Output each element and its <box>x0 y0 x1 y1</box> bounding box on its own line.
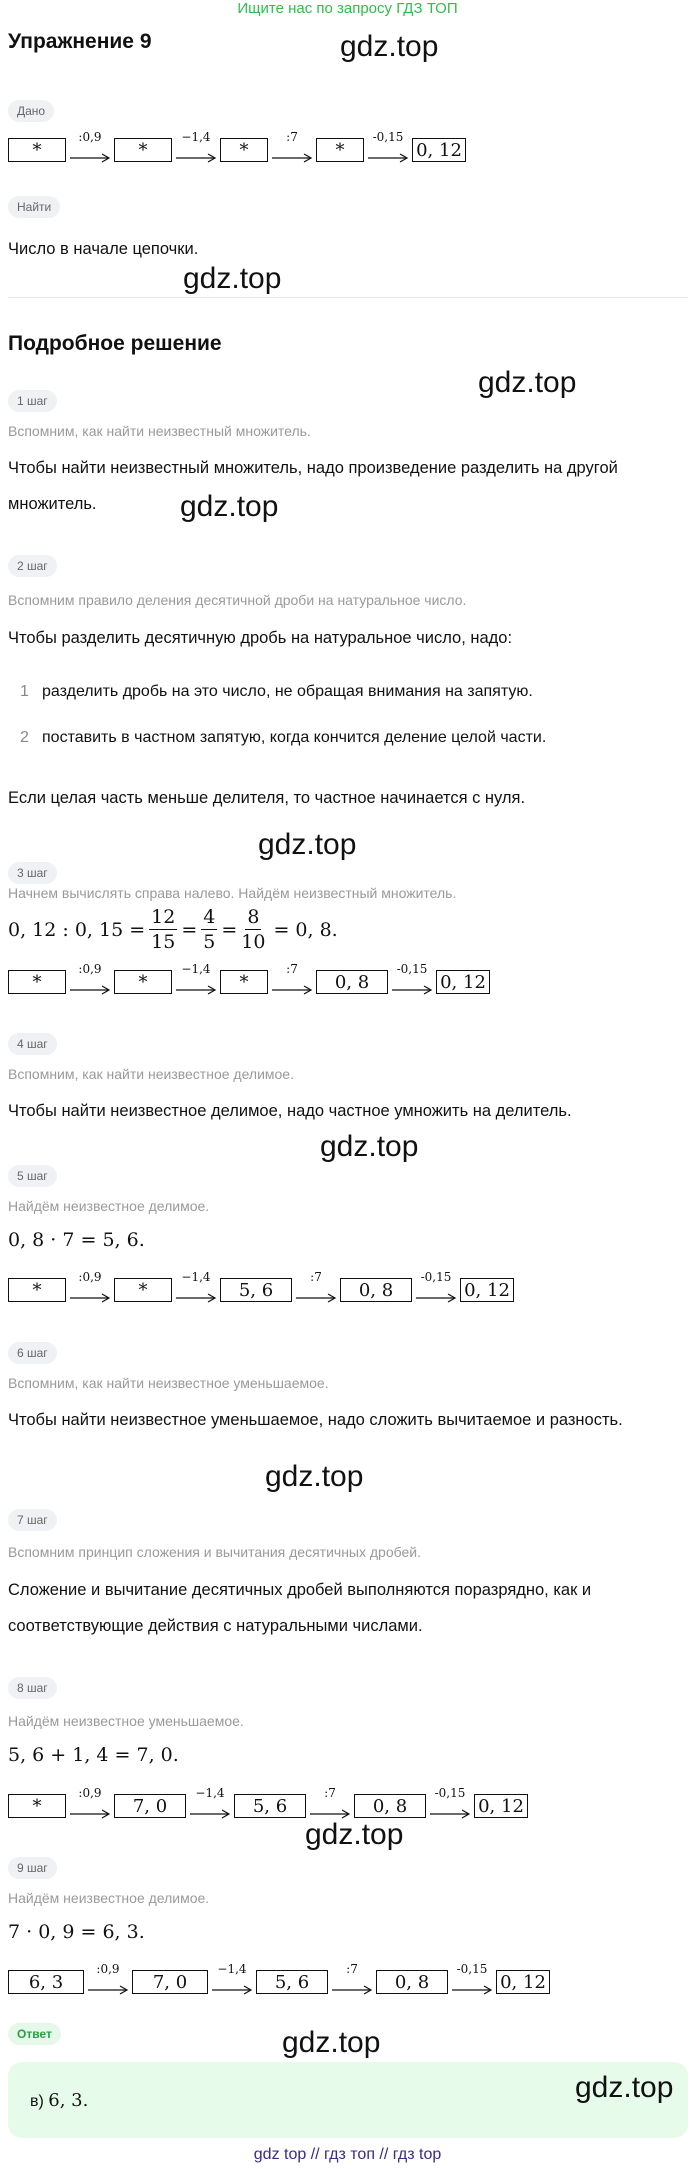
step-hint: Вспомним правило деления десятичной дроби на натуральное число. <box>8 592 467 608</box>
chain-box: * <box>114 138 172 162</box>
list-number: 1 <box>20 683 29 700</box>
chain-arrow <box>66 962 114 996</box>
chain-arrow <box>306 1786 354 1820</box>
step-note: Если целая часть меньше делителя, то частное начинается с нуля. <box>8 789 526 807</box>
step9-chain <box>8 1962 550 1996</box>
chain-op: -0,15 <box>372 130 404 144</box>
step-hint: Найдём неизвестное делимое. <box>8 1890 210 1906</box>
chain-box: 0, 8 <box>354 1794 426 1818</box>
watermark: gdz.top <box>282 2026 381 2059</box>
step-badge: 8 шаг <box>8 1677 57 1699</box>
chain-op: :7 <box>286 962 298 976</box>
chain-arrow <box>412 1270 460 1304</box>
arrow-right-icon <box>414 1292 458 1304</box>
chain-op: :7 <box>310 1270 322 1284</box>
arrow-right-icon <box>86 1984 130 1996</box>
chain-box: * <box>220 138 268 162</box>
chain-op: :0,9 <box>96 1962 120 1976</box>
step-badge: 1 шаг <box>8 390 57 412</box>
chain-op: :7 <box>324 1786 336 1800</box>
arrow-right-icon <box>174 152 218 164</box>
chain-box: 0, 8 <box>376 1970 448 1994</box>
chain-arrow <box>364 130 412 164</box>
numerator: 12 <box>151 906 176 928</box>
chain-op: -0,15 <box>420 1270 452 1284</box>
page-title: Упражнение 9 <box>8 30 152 53</box>
chain-arrow <box>268 130 316 164</box>
fraction <box>201 905 217 954</box>
watermark: gdz.top <box>180 490 279 523</box>
chain-arrow <box>328 1962 376 1996</box>
step-badge: 5 шаг <box>8 1165 57 1187</box>
arrow-right-icon <box>270 152 314 164</box>
step8-chain <box>8 1786 528 1820</box>
chain-arrow <box>268 962 316 996</box>
step-badge: 9 шаг <box>8 1857 57 1879</box>
chain-box: 0, 12 <box>412 138 466 162</box>
list-text: разделить дробь на это число, не обращая внимания на запятую. <box>42 683 533 700</box>
chain-op: :0,9 <box>78 1786 102 1800</box>
watermark: gdz.top <box>183 262 282 295</box>
numerator: 4 <box>203 906 216 928</box>
arrow-right-icon <box>68 1292 112 1304</box>
chain-arrow <box>66 1786 114 1820</box>
eq-part: 0, 12 : 0, 15 = <box>8 918 146 941</box>
chain-arrow <box>172 130 220 164</box>
chain-op: −1,4 <box>181 130 211 144</box>
step-hint: Найдём неизвестное делимое. <box>8 1198 210 1214</box>
arrow-right-icon <box>210 1984 254 1996</box>
step-hint: Найдём неизвестное уменьшаемое. <box>8 1713 244 1729</box>
arrow-right-icon <box>174 984 218 996</box>
watermark: gdz.top <box>478 366 577 399</box>
chain-box: 0, 12 <box>460 1278 514 1302</box>
numerator: 8 <box>247 906 260 928</box>
arrow-right-icon <box>68 984 112 996</box>
given-badge: Дано <box>8 100 54 122</box>
step3-chain <box>8 962 490 996</box>
chain-box: 0, 8 <box>340 1278 412 1302</box>
chain-box: * <box>8 1278 66 1302</box>
denominator: 5 <box>203 931 216 953</box>
chain-arrow <box>84 1962 132 1996</box>
chain-arrow <box>426 1786 474 1820</box>
step-text: Чтобы найти неизвестное делимое, надо частное умножить на делитель. <box>8 1102 572 1120</box>
step5-chain <box>8 1270 514 1304</box>
chain-op: :7 <box>286 130 298 144</box>
arrow-right-icon <box>270 984 314 996</box>
arrow-right-icon <box>366 152 410 164</box>
step-text: Сложение и вычитание десятичных дробей выполняются поразрядно, как и соответствующие действия с натуральными числами. <box>8 1581 592 1635</box>
fraction <box>241 905 265 954</box>
list-item <box>20 683 533 701</box>
step-badge: 6 шаг <box>8 1342 57 1364</box>
arrow-right-icon <box>390 984 434 996</box>
step-hint: Вспомним, как найти неизвестное уменьшаемое. <box>8 1375 329 1391</box>
chain-box: 5, 6 <box>220 1278 292 1302</box>
given-chain <box>8 130 466 164</box>
chain-arrow <box>292 1270 340 1304</box>
step-hint: Вспомним принцип сложения и вычитания десятичных дробей. <box>8 1544 421 1560</box>
find-text: Число в начале цепочки. <box>8 240 199 258</box>
step-equation: 5, 6 + 1, 4 = 7, 0. <box>8 1744 179 1766</box>
watermark: gdz.top <box>340 30 439 63</box>
chain-box: 5, 6 <box>234 1794 306 1818</box>
answer-text <box>30 2090 88 2111</box>
step-hint: Вспомним, как найти неизвестный множитель. <box>8 423 311 439</box>
chain-arrow <box>208 1962 256 1996</box>
step-equation: 7 · 0, 9 = 6, 3. <box>8 1921 145 1943</box>
answer-prefix: в) <box>30 2093 44 2110</box>
solution-title: Подробное решение <box>8 332 222 355</box>
fraction <box>149 905 177 954</box>
chain-box: 7, 0 <box>132 1970 208 1994</box>
chain-op: -0,15 <box>456 1962 488 1976</box>
chain-op: −1,4 <box>181 1270 211 1284</box>
answer-badge: Ответ <box>8 2023 61 2045</box>
eq-part: = <box>221 918 238 941</box>
chain-op: -0,15 <box>396 962 428 976</box>
step-equation: 0, 8 · 7 = 5, 6. <box>8 1229 145 1251</box>
chain-box: * <box>8 138 66 162</box>
watermark: gdz.top <box>305 1818 404 1851</box>
arrow-right-icon <box>294 1292 338 1304</box>
step-badge: 7 шаг <box>8 1509 57 1531</box>
eq-part: = <box>181 918 198 941</box>
chain-box: * <box>114 970 172 994</box>
denominator: 15 <box>151 931 176 953</box>
find-badge: Найти <box>8 196 60 218</box>
arrow-right-icon <box>174 1292 218 1304</box>
chain-arrow <box>388 962 436 996</box>
chain-box: 0, 12 <box>496 1970 550 1994</box>
chain-arrow <box>186 1786 234 1820</box>
chain-op: −1,4 <box>217 1962 247 1976</box>
answer-value: 6, 3. <box>48 2090 89 2111</box>
step-text: Чтобы найти неизвестный множитель, надо произведение разделить на другой множитель. <box>8 459 618 513</box>
step-hint: Начнем вычислять справа налево. Найдём неизвестный множитель. <box>8 885 457 901</box>
chain-arrow <box>66 130 114 164</box>
chain-box: * <box>8 1794 66 1818</box>
chain-box: 0, 12 <box>436 970 490 994</box>
step-badge: 3 шаг <box>8 862 57 884</box>
chain-op: −1,4 <box>195 1786 225 1800</box>
chain-arrow <box>448 1962 496 1996</box>
top-banner[interactable]: Ищите нас по запросу ГДЗ ТОП <box>237 0 458 17</box>
chain-op: -0,15 <box>434 1786 466 1800</box>
watermark: gdz.top <box>265 1460 364 1493</box>
list-number: 2 <box>20 729 29 746</box>
arrow-right-icon <box>188 1808 232 1820</box>
chain-arrow <box>66 1270 114 1304</box>
chain-op: −1,4 <box>181 962 211 976</box>
step-badge: 4 шаг <box>8 1033 57 1055</box>
chain-op: :0,9 <box>78 130 102 144</box>
step-text: Чтобы найти неизвестное уменьшаемое, надо сложить вычитаемое и разность. <box>8 1411 623 1429</box>
chain-box: 7, 0 <box>114 1794 186 1818</box>
chain-op: :0,9 <box>78 1270 102 1284</box>
chain-box: * <box>316 138 364 162</box>
chain-box: 0, 12 <box>474 1794 528 1818</box>
list-text: поставить в частном запятую, когда кончится деление целой части. <box>42 729 547 746</box>
step-hint: Вспомним, как найти неизвестное делимое. <box>8 1066 294 1082</box>
watermark: gdz.top <box>258 828 357 861</box>
step-equation <box>8 905 338 954</box>
arrow-right-icon <box>68 1808 112 1820</box>
arrow-right-icon <box>330 1984 374 1996</box>
chain-box: * <box>8 970 66 994</box>
chain-box: 6, 3 <box>8 1970 84 1994</box>
chain-box: 5, 6 <box>256 1970 328 1994</box>
chain-op: :7 <box>346 1962 358 1976</box>
chain-op: :0,9 <box>78 962 102 976</box>
step-text: Чтобы разделить десятичную дробь на натуральное число, надо: <box>8 629 513 647</box>
chain-arrow <box>172 962 220 996</box>
watermark: gdz.top <box>575 2071 674 2104</box>
chain-arrow <box>172 1270 220 1304</box>
footer-links[interactable]: gdz top // гдз топ // гдз top <box>253 2146 442 2163</box>
chain-box: * <box>220 970 268 994</box>
watermark: gdz.top <box>320 1130 419 1163</box>
arrow-right-icon <box>450 1984 494 1996</box>
arrow-right-icon <box>428 1808 472 1820</box>
arrow-right-icon <box>68 152 112 164</box>
chain-box: * <box>114 1278 172 1302</box>
chain-box: 0, 8 <box>316 970 388 994</box>
step-badge: 2 шаг <box>8 555 57 577</box>
denominator: 10 <box>241 931 266 953</box>
divider <box>8 297 688 298</box>
eq-part: = 0, 8. <box>273 918 338 941</box>
list-item <box>20 729 546 747</box>
